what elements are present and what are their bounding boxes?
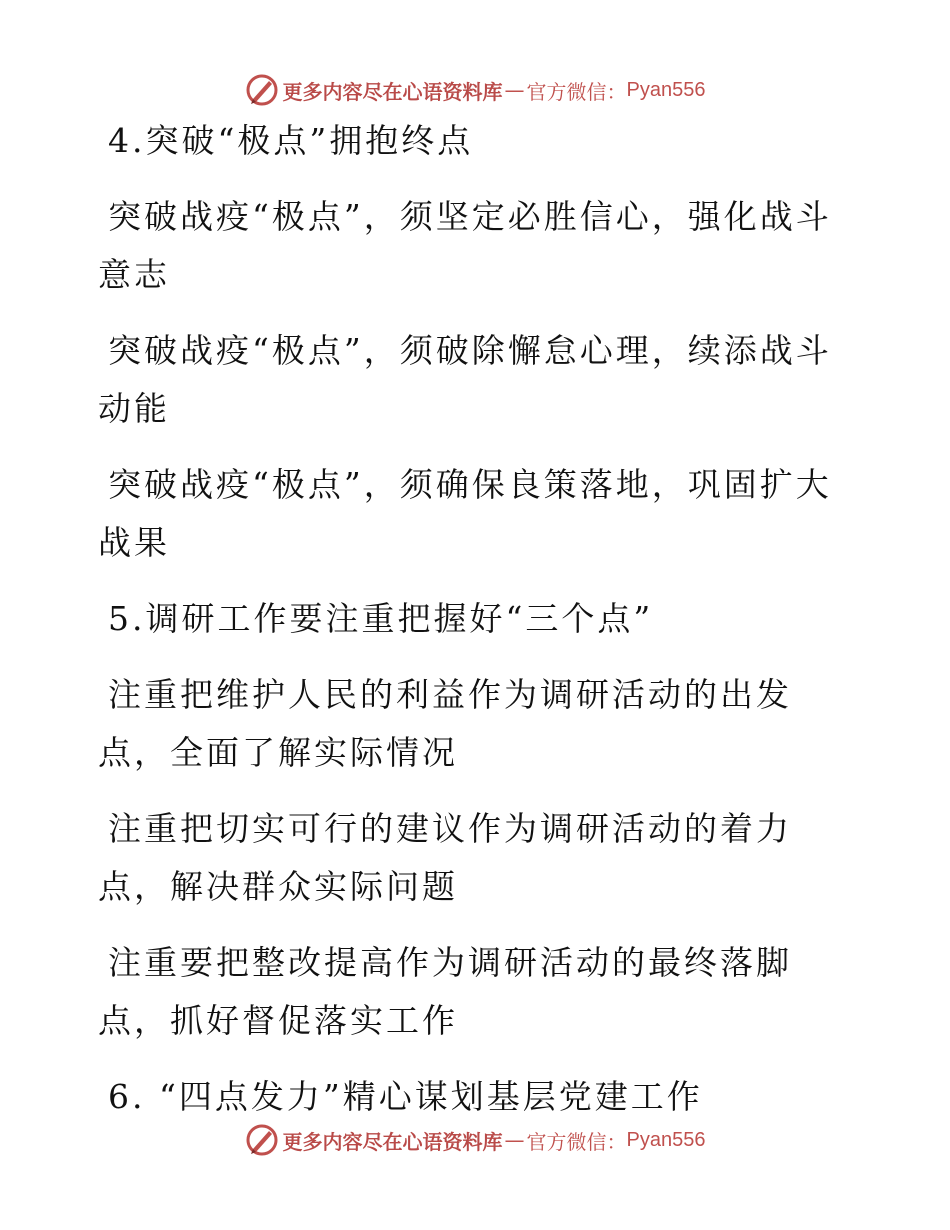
body-paragraph: 突破战疫“极点”，须坚定必胜信心，强化战斗意志 (98, 197, 832, 294)
section-heading: 5.调研工作要注重把握好“三个点” (108, 599, 654, 638)
body-paragraph: 突破战疫“极点”，须破除懈怠心理，续添战斗动能 (98, 331, 832, 428)
banner-sub-text: 官方微信： (526, 1129, 627, 1154)
body-paragraph: 注重把切实可行的建议作为调研活动的着力点，解决群众实际问题 (98, 809, 792, 906)
document-body (98, 112, 838, 1144)
banner-main-text: 更多内容尽在心语资料库 (282, 1129, 503, 1154)
body-paragraph: 注重把维护人民的利益作为调研活动的出发点，全面了解实际情况 (98, 675, 792, 772)
body-paragraph: 突破战疫“极点”，须确保良策落地，巩固扩大战果 (98, 465, 832, 562)
header-banner (0, 70, 950, 110)
section-heading: 4.突破“极点”拥抱终点 (108, 121, 474, 160)
body-paragraph: 注重要把整改提高作为调研活动的最终落脚点，抓好督促落实工作 (98, 943, 792, 1040)
banner-main-text: 更多内容尽在心语资料库 (282, 79, 503, 104)
banner-dash: — (504, 78, 525, 102)
pen-logo-icon (245, 1123, 279, 1157)
footer-banner (0, 1120, 950, 1160)
pen-logo-icon (245, 73, 279, 107)
banner-wechat-id: Pyan556 (626, 1128, 706, 1151)
banner-dash: — (504, 1128, 525, 1152)
banner-wechat-id: Pyan556 (626, 78, 706, 101)
banner-sub-text: 官方微信： (526, 79, 627, 104)
section-heading: 6. “四点发力”精心谋划基层党建工作 (108, 1077, 703, 1116)
